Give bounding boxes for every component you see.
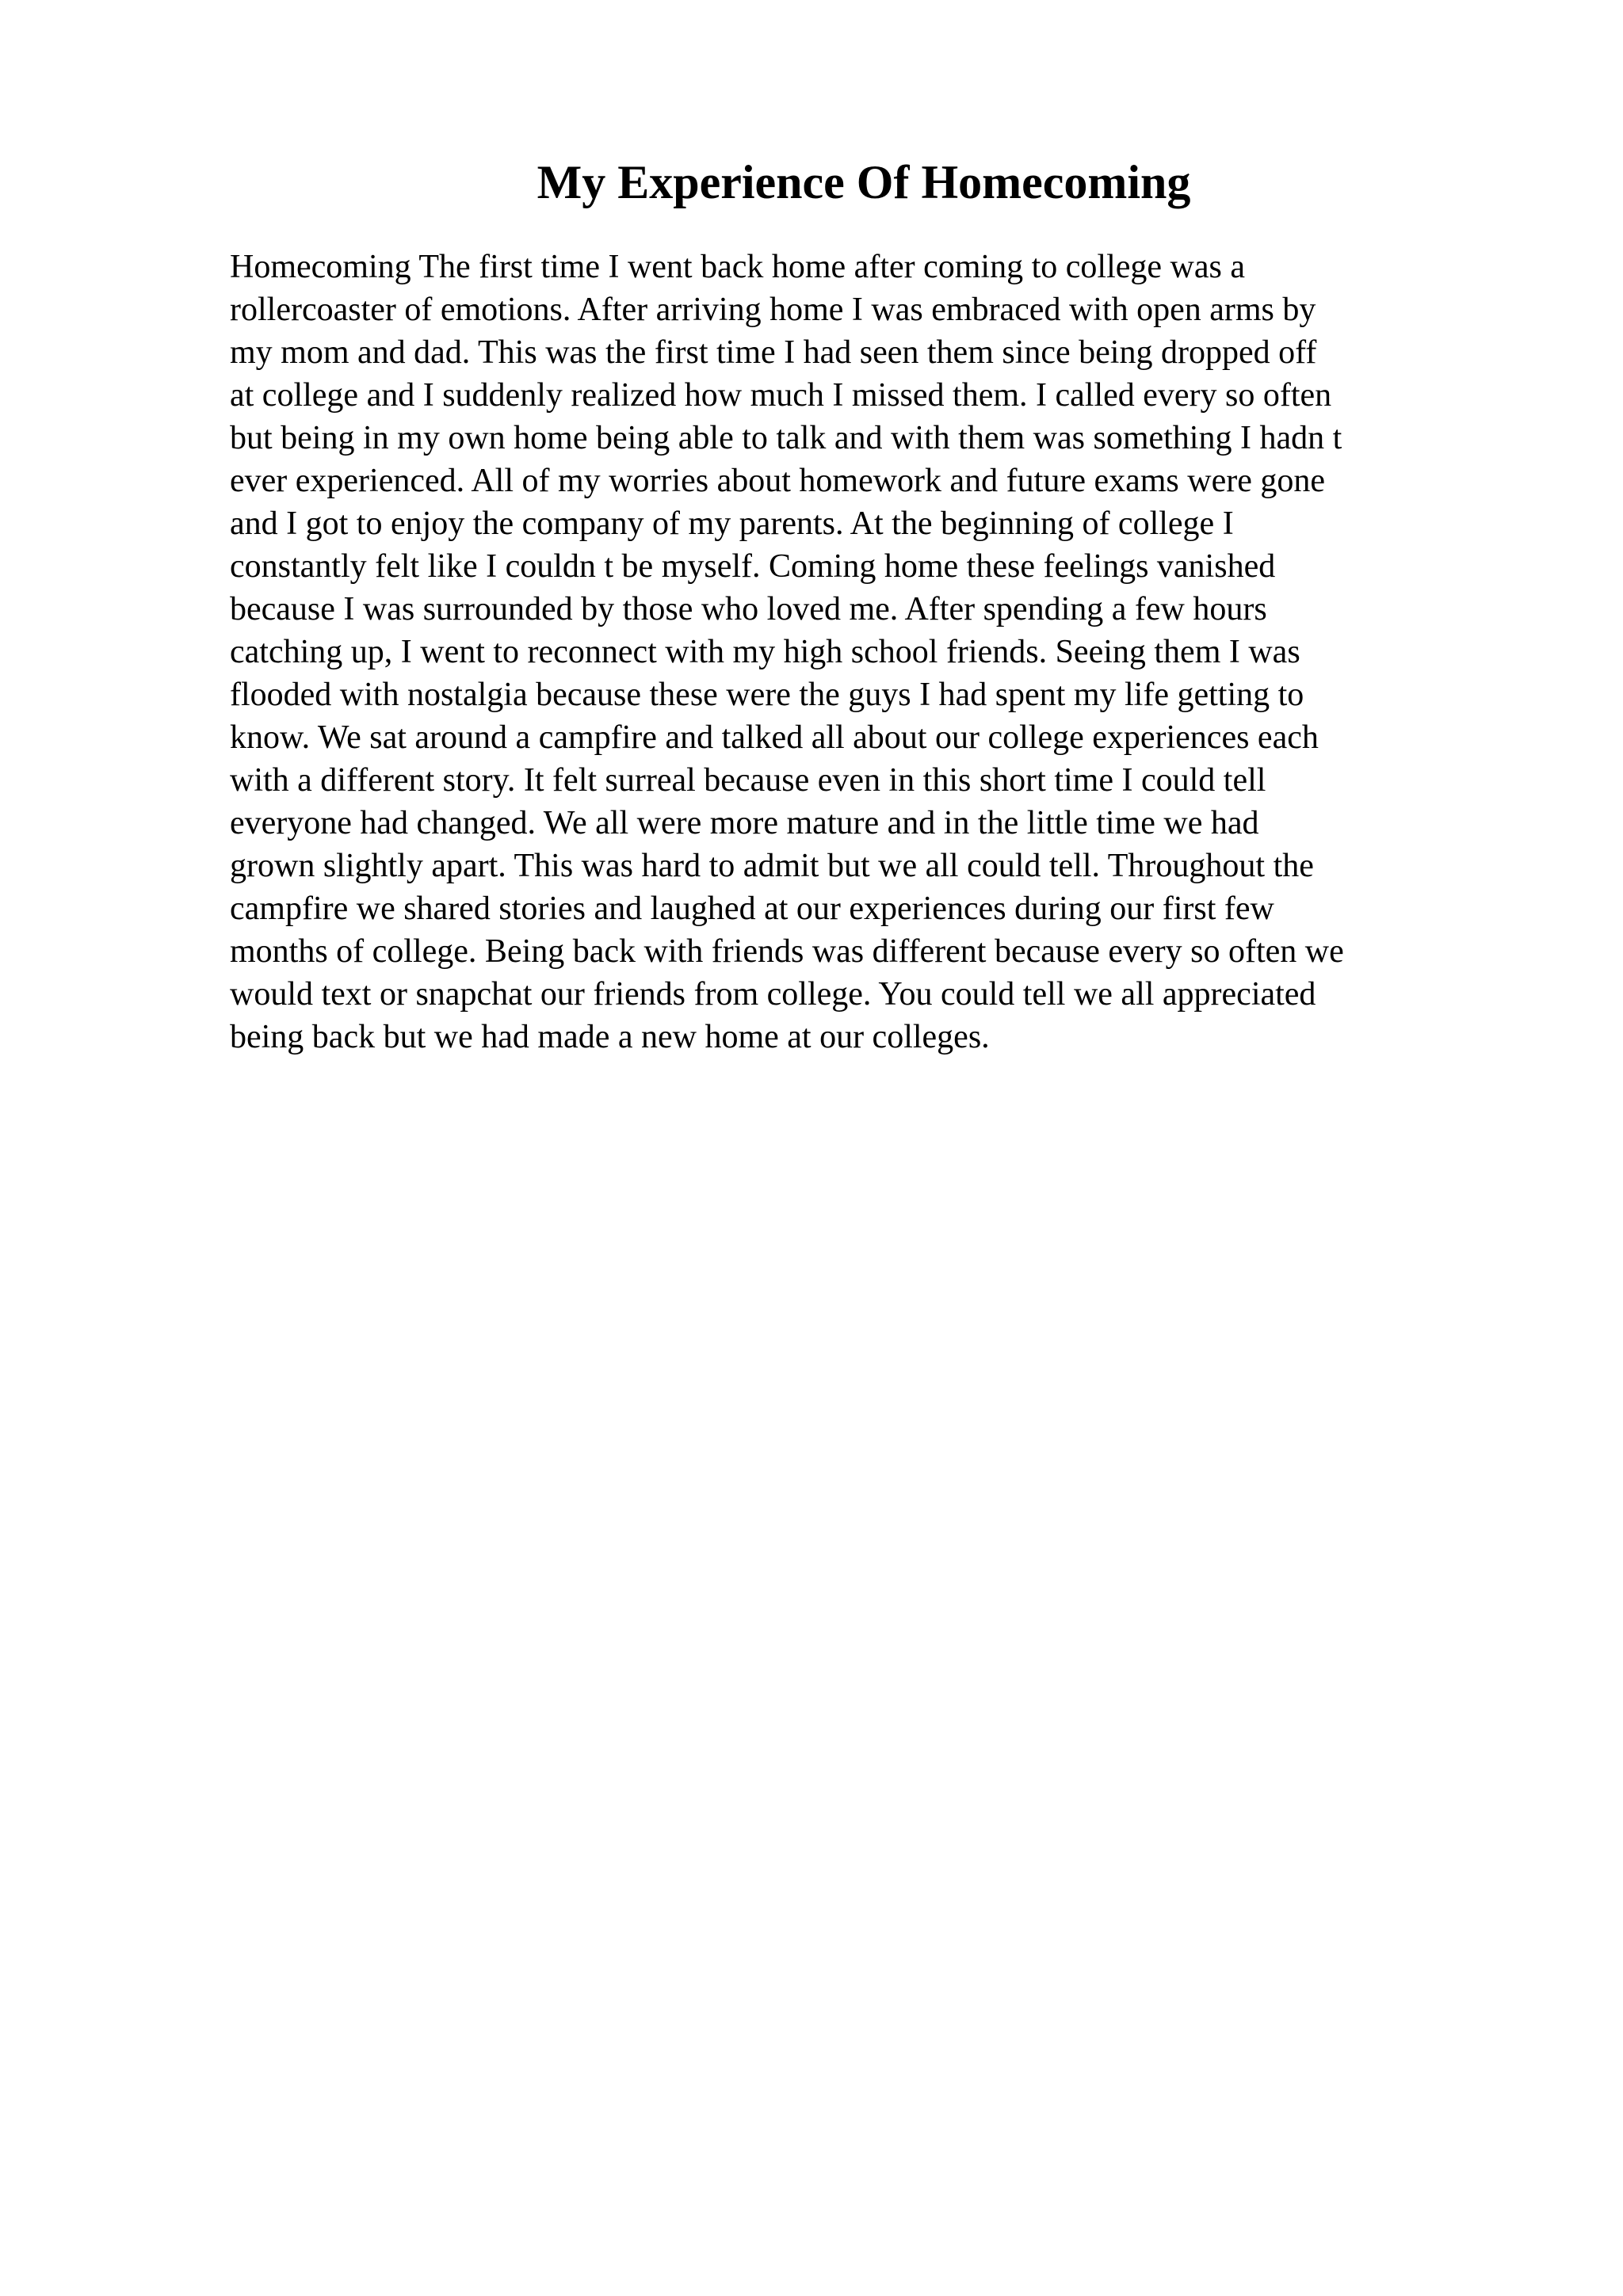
body-line: months of college. Being back with friends was different because every so often we: [230, 933, 1344, 970]
body-line: grown slightly apart. This was hard to admit but we all could tell. Throughout the: [230, 848, 1314, 884]
document-title: My Experience Of Homecoming: [537, 156, 1191, 208]
body-line: campfire we shared stories and laughed at our experiences during our first few: [230, 891, 1274, 927]
body-line: ever experienced. All of my worries about homework and future exams were gone: [230, 463, 1326, 499]
body-line: Homecoming The first time I went back home after coming to college was a: [230, 249, 1245, 285]
body-line: everyone had changed. We all were more mature and in the little time we had: [230, 805, 1259, 841]
body-line: at college and I suddenly realized how much I missed them. I called every so often: [230, 377, 1332, 414]
body-line: constantly felt like I couldn t be myself. Coming home these feelings vanished: [230, 548, 1276, 585]
body-line: know. We sat around a campfire and talked all about our college experiences each: [230, 719, 1319, 756]
body-line: catching up, I went to reconnect with my high school friends. Seeing them I was: [230, 634, 1300, 670]
body-line: because I was surrounded by those who loved me. After spending a few hours: [230, 591, 1267, 627]
body-line: being back but we had made a new home at our colleges.: [230, 1019, 990, 1055]
body-line: my mom and dad. This was the first time I had seen them since being dropped off: [230, 334, 1317, 371]
document-body: [230, 246, 1482, 1058]
body-line: with a different story. It felt surreal because even in this short time I could tell: [230, 762, 1266, 799]
body-line: rollercoaster of emotions. After arriving home I was embraced with open arms by: [230, 292, 1316, 328]
body-line: would text or snapchat our friends from college. You could tell we all appreciated: [230, 976, 1316, 1013]
body-line: but being in my own home being able to talk and with them was something I hadn t: [230, 420, 1342, 456]
body-line: flooded with nostalgia because these were the guys I had spent my life getting to: [230, 677, 1304, 713]
body-line: and I got to enjoy the company of my parents. At the beginning of college I: [230, 505, 1234, 542]
